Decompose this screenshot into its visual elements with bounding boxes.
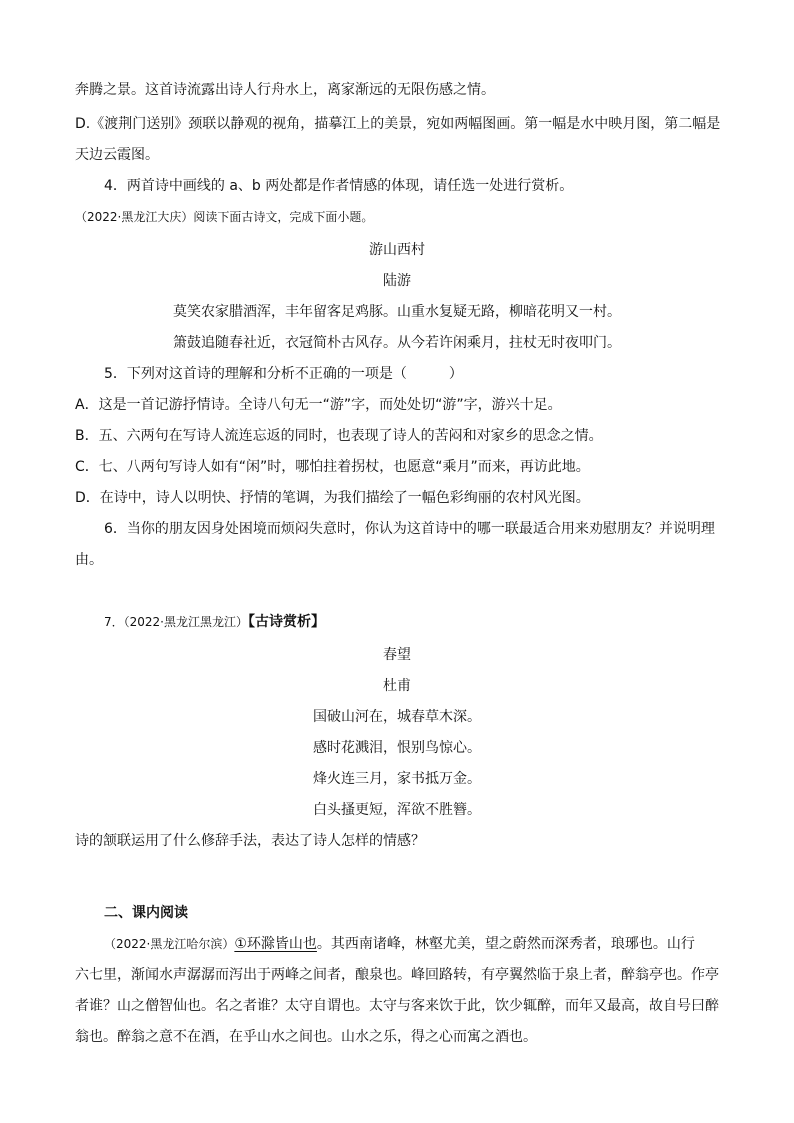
paragraph-continuation: 奔腾之景。这首诗流露出诗人行舟水上，离家渐远的无限伤感之情。 — [75, 82, 495, 98]
option-d-line2: 天边云霞图。 — [75, 147, 159, 163]
reading-underlined-phrase: ①环滁皆山也 — [234, 936, 317, 952]
reading-line-3: 者谁？山之僧智仙也。名之者谁？太守自谓也。太守与客来饮于此，饮少辄醉，而年又最高，故自号曰醉 — [75, 998, 719, 1014]
reading-source: （2022·黑龙江哈尔滨） — [104, 937, 235, 951]
reading-line-4: 翁也。醉翁之意不在酒，在乎山水之间也。山水之乐，得之心而寓之酒也。 — [75, 1029, 537, 1045]
question-4: 4．两首诗中画线的 a、b 两处都是作者情感的体现，请任选一处进行赏析。 — [104, 178, 574, 194]
question-6-line1: 6．当你的朋友因身处困境而烦闷失意时，你认为这首诗中的哪一联最适合用来劝慰朋友？并说明理 — [104, 521, 715, 537]
intro-question-5: （2022·黑龙江大庆）阅读下面古诗文，完成下面小题。 — [75, 210, 374, 224]
reading-line-1-rest: 。其西南诸峰，林壑尤美，望之蔚然而深秀者，琅琊也。山行 — [316, 936, 695, 952]
question-5: 5．下列对这首诗的理解和分析不正确的一项是（ ） — [104, 366, 463, 382]
poem2-title: 春望 — [383, 647, 411, 663]
question-7-prompt: 诗的颔联运用了什么修辞手法，表达了诗人怎样的情感？ — [75, 833, 425, 849]
reading-line-2: 六七里，渐闻水声潺潺而泻出于两峰之间者，酿泉也。峰回路转，有亭翼然临于泉上者，醉翁亭也。作亭 — [75, 967, 719, 983]
q5-option-a: A．这是一首记游抒情诗。全诗八句无一“游”字，而处处切“游”字，游兴十足。 — [75, 397, 562, 413]
option-d-line1: D.《渡荆门送别》颈联以静观的视角，描摹江上的美景，宛如两幅图画。第一幅是水中映月图，第二幅是 — [75, 116, 721, 132]
q5-option-c: C．七、八两句写诗人如有“闲”时，哪怕拄着拐杖，也愿意“乘月”而来，再访此地。 — [75, 459, 590, 475]
question-7-tag: 【古诗赏析】 — [248, 614, 325, 630]
poem2-line-1: 国破山河在，城春草木深。 — [313, 709, 481, 725]
poem1-title: 游山西村 — [369, 242, 425, 258]
poem1-line-1: 莫笑农家腊酒浑，丰年留客足鸡豚。山重水复疑无路，柳暗花明又一村。 — [173, 304, 621, 320]
q5-option-b: B．五、六两句在写诗人流连忘返的同时，也表现了诗人的苦闷和对家乡的思念之情。 — [75, 428, 603, 444]
poem2-line-2: 感时花溅泪，恨别鸟惊心。 — [313, 740, 481, 756]
poem2-line-4: 白头搔更短，浑欲不胜簪。 — [313, 802, 481, 818]
q5-option-d: D．在诗中，诗人以明快、抒情的笔调，为我们描绘了一幅色彩绚丽的农村风光图。 — [75, 490, 590, 506]
question-7-heading — [104, 612, 325, 632]
poem2-author: 杜甫 — [383, 678, 411, 694]
section-2-heading: 二、课内阅读 — [104, 905, 188, 921]
question-7-source: 7．（2022·黑龙江黑龙江） — [104, 615, 248, 629]
reading-line-1 — [104, 934, 695, 954]
poem1-line-2: 箫鼓追随春社近，衣冠简朴古风存。从今若许闲乘月，拄杖无时夜叩门。 — [173, 335, 621, 351]
poem2-line-3: 烽火连三月，家书抵万金。 — [313, 771, 481, 787]
poem1-author: 陆游 — [383, 273, 411, 289]
question-6-line2: 由。 — [75, 552, 103, 568]
